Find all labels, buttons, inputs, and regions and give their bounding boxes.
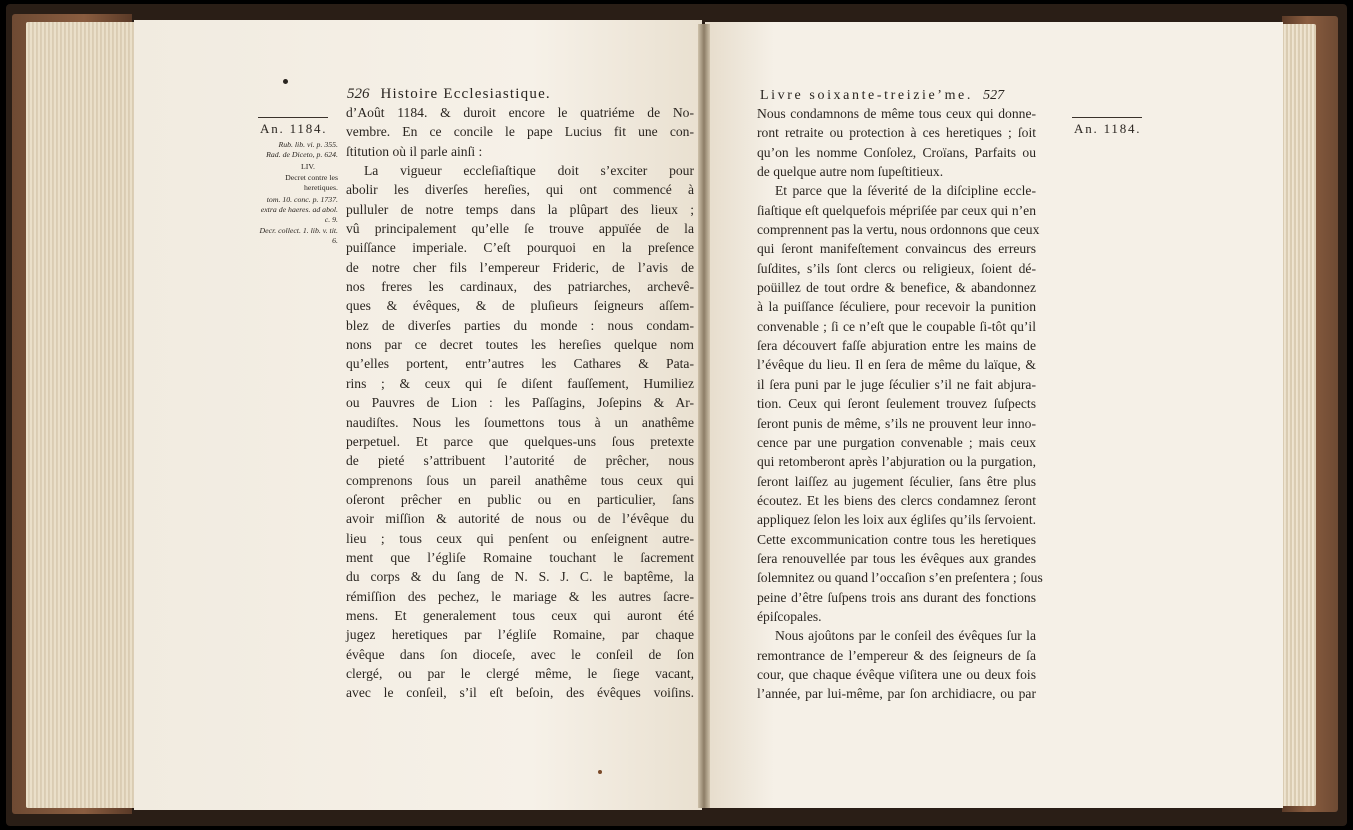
text-line: clergé, ou par le clergé même, le ſiege vacant, bbox=[346, 665, 694, 681]
left-margin-year: An. 1184. bbox=[260, 121, 328, 136]
text-line: lieu ; tous ceux qui penſent ou enſeignent autre- bbox=[346, 530, 694, 546]
text-line: Cette excommunication contre tous les heretiques bbox=[757, 531, 1036, 547]
margin-section-number: LIV. bbox=[301, 162, 315, 172]
margin-note: Rad. de Diceto, p. 624. bbox=[266, 150, 338, 160]
book-gutter bbox=[698, 24, 710, 808]
text-line: cour, que chaque évêque viſitera une ou deux fois bbox=[757, 666, 1036, 682]
text-line: avoir miſſion & autorité de nous ou de l’évêque du bbox=[346, 511, 694, 527]
text-line: cence par une purgation convenable ; mais ceux bbox=[757, 434, 1036, 450]
text-line: tion. Ceux qui ſeront ſeulement trouvez ſuſpects bbox=[757, 396, 1036, 412]
right-margin-year: An. 1184. bbox=[1074, 121, 1142, 136]
right-margin-rule bbox=[1072, 117, 1142, 118]
text-line: d’Août 1184. & duroit encore le quatriéme de No- bbox=[346, 105, 694, 120]
text-line: ſeront punis de même, s’ils ne prouvent leur inno- bbox=[757, 415, 1036, 431]
text-line: évêque dans ſon dioceſe, avec le conſeil de ſon bbox=[346, 646, 694, 662]
margin-note: tom. 10. conc. p. 1737. extra de haeres. ad abol. c. 9. bbox=[260, 195, 338, 225]
text-line: ront retraite ou protection à ces heretiques ; ſoit bbox=[757, 125, 1036, 141]
text-line: rémiſſion des pechez, le mariage & les autres ſacre- bbox=[346, 588, 694, 604]
text-line: ques & évêques, & de pluſieurs ſeigneurs aſſem- bbox=[346, 298, 694, 314]
text-line: de quelque autre nom ſupeſtitieux. bbox=[757, 164, 944, 180]
text-line: de notre cher fils l’empereur Frideric, de l’avis de bbox=[346, 259, 694, 275]
text-line: l’évêque du lieu. Il en ſera de même du laïque, & bbox=[757, 357, 1036, 373]
text-line: ou Pauvres de Lion : les Paſſagins, Joſepins & Ar- bbox=[346, 395, 694, 411]
text-line: nons par ce decret toutes les hereſies quelque nom bbox=[346, 337, 694, 353]
left-page-edges bbox=[26, 22, 136, 808]
margin-section-title: Decret contre les heretiques. bbox=[285, 172, 338, 192]
text-line: La vigueur eccleſiaſtique doit s’exciter pour bbox=[364, 163, 694, 179]
text-line: ſolemnitez ou quand l’occaſion s’en preſentera ; ſous bbox=[757, 570, 1043, 586]
text-line: à la puiſſance ſéculiere, pour recevoir la punition bbox=[757, 299, 1036, 315]
margin-note: Rub. lib. vi. p. 355. bbox=[278, 140, 338, 149]
text-line: il ſera puni par le juge ſéculier s’il ne fait abjura- bbox=[757, 376, 1036, 392]
text-line: Nous ajoûtons par le conſeil des évêques ſur la bbox=[775, 628, 1036, 644]
text-line: qui ſeront manifeſtement convaincus des erreurs bbox=[757, 241, 1036, 257]
margin-note: Decr. collect. 1. lib. v. tit. 6. bbox=[259, 225, 338, 245]
text-line: rins ; & ceux qui ſe diſent fauſſement, Humiliez bbox=[346, 375, 694, 391]
text-line: épiſcopales. bbox=[757, 608, 822, 624]
ink-speck bbox=[283, 79, 288, 84]
text-line: ſiaſtique eſt quelquefois mépriſée par ceux qui n’en bbox=[757, 202, 1036, 218]
text-line: peine d’être ſuſpens trois ans durant des fonctions bbox=[757, 589, 1036, 605]
text-line: écoutez. Et les biens des clercs condamnez ſeront bbox=[757, 492, 1036, 508]
text-line: Nous condamnons de même tous ceux qui donne- bbox=[757, 106, 1036, 121]
text-line: ſuſdites, s’ils ſont clercs ou religieux, ſoient dé- bbox=[757, 260, 1036, 276]
text-line: ſtitution où il parle ainſi : bbox=[346, 143, 483, 159]
text-line: ſeront laiſſez au jugement ſéculier, ſans être plus bbox=[757, 473, 1036, 489]
text-line: qu’elles portent, entr’autres les Cathares & Pata- bbox=[346, 356, 694, 372]
left-running-title: Histoire Ecclesiastique. bbox=[380, 86, 551, 102]
text-line: du corps & du ſang de N. S. J. C. le baptême, la bbox=[346, 569, 694, 585]
text-line: ſera découvert faſſe abjuration entre les mains de bbox=[757, 338, 1036, 354]
text-line: convenable ; ſi ce n’eſt que le coupable ſi-tôt qu’il bbox=[757, 318, 1036, 334]
text-line: jugez heretiques par l’égliſe Romaine, par chaque bbox=[346, 627, 694, 643]
text-line: remontrance de l’empereur & des ſeigneurs de ſa bbox=[757, 647, 1036, 663]
right-running-title: Livre soixante-treizie’me. bbox=[760, 88, 973, 103]
text-line: vembre. En ce concile le pape Lucius fit une con- bbox=[346, 124, 694, 140]
text-line: qui retomberont après l’abjuration ou la purgation, bbox=[757, 454, 1036, 470]
text-line: de pieté s’attribuent l’autorité de prêcher, nous bbox=[346, 453, 694, 469]
text-line: comprennent pas la vertu, nous ordonnons que ceux bbox=[757, 222, 1040, 238]
text-line: abolir les diverſes hereſies, qui ont commencé à bbox=[346, 182, 694, 198]
text-line: appliquez ſelon les loix aux égliſes qu’ils ſervoient. bbox=[757, 512, 1036, 528]
text-line: qu’on les nomme Conſolez, Croïans, Parfaits ou bbox=[757, 144, 1036, 160]
text-line: vû principalement qu’elle ſe trouve appuïée de la bbox=[346, 221, 694, 237]
left-margin-rule bbox=[258, 117, 328, 118]
text-line: nos freres les cardinaux, des patriarches, archevê- bbox=[346, 279, 694, 295]
text-line: oſeront prêcher en public ou en particulier, ſans bbox=[346, 491, 694, 507]
left-page-number: 526 bbox=[347, 86, 370, 102]
text-line: poüillez de tout ordre & benefice, & abandonnez bbox=[757, 280, 1036, 296]
text-line: Et parce que la ſéverité de la diſcipline eccle- bbox=[775, 183, 1036, 199]
right-running-head bbox=[760, 88, 1004, 104]
left-running-head bbox=[347, 86, 551, 103]
text-line: ſera renouvellée par tous les évêques aux grandes bbox=[757, 550, 1036, 566]
text-line: pulluler de notre temps dans la plûpart des lieux ; bbox=[346, 201, 694, 217]
text-line: mens. Et generalement tous ceux qui auront été bbox=[346, 607, 694, 623]
text-line: puiſſance imperiale. C’eſt pourquoi en la preſence bbox=[346, 240, 694, 256]
right-page-number: 527 bbox=[983, 88, 1005, 103]
left-margin-notes bbox=[258, 140, 338, 246]
left-page-body bbox=[346, 103, 694, 703]
text-line: l’année, par lui-même, par ſon archidiacre, ou par bbox=[757, 686, 1036, 702]
right-page-body bbox=[757, 104, 1043, 704]
text-line: ment que l’égliſe Romaine touchant le ſacrement bbox=[346, 549, 694, 565]
text-line: comprenons ſous un pareil anathême tous ceux qui bbox=[346, 472, 694, 488]
text-line: naudiſtes. Nous les ſoumettons tous à un anathême bbox=[346, 414, 694, 430]
text-line: blez de diverſes parties du monde : nous condam- bbox=[346, 317, 694, 333]
text-line: avec le conſeil, s’il eſt beſoin, des évêques voiſins. bbox=[346, 685, 694, 701]
text-line: perpetuel. Et parce que quelques-uns ſous pretexte bbox=[346, 433, 694, 449]
paper-spot bbox=[598, 770, 602, 774]
